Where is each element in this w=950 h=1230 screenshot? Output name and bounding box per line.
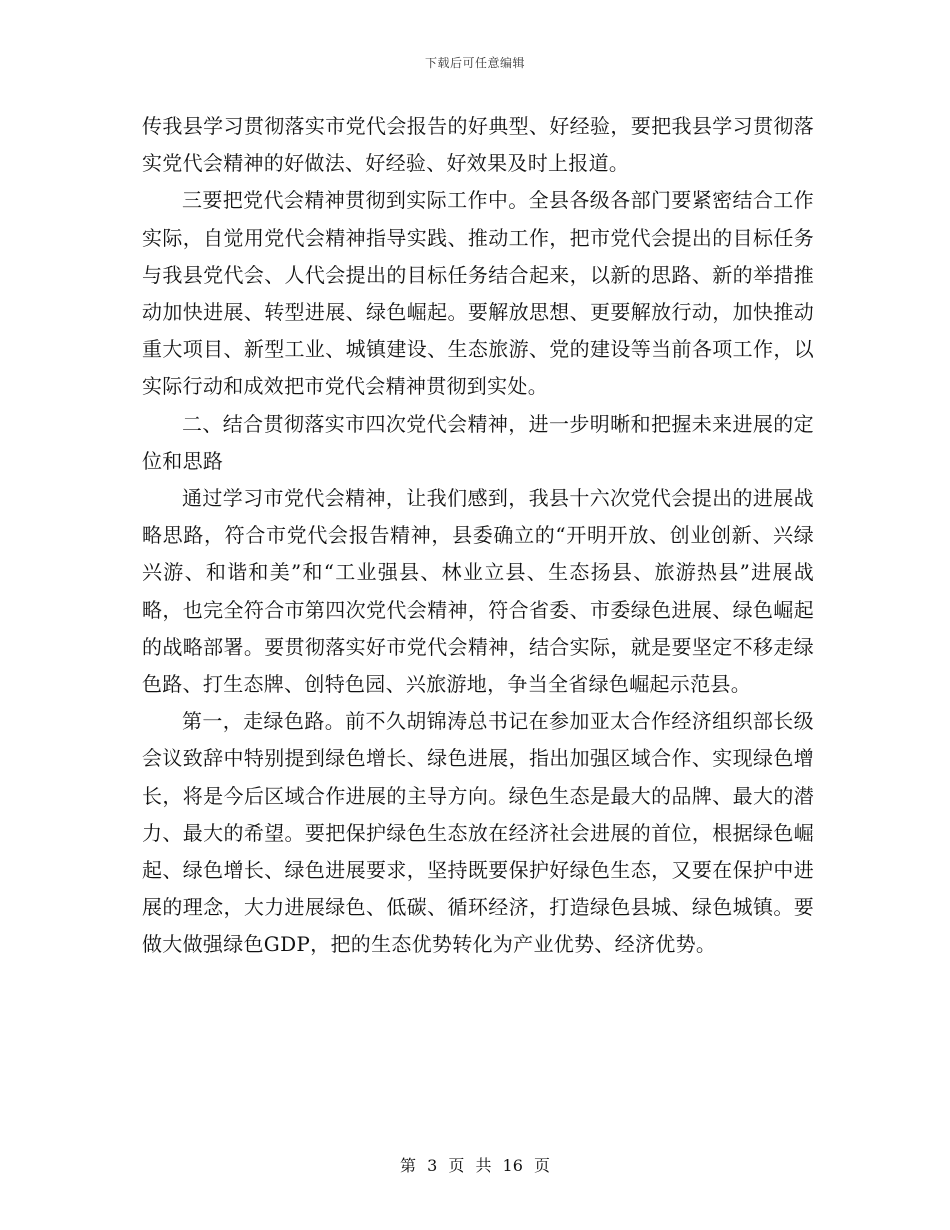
section-heading-2: 二、结合贯彻落实市四次党代会精神，进一步明晰和把握未来进展的定位和思路 xyxy=(142,411,814,473)
page-number-footer: 第 3 页 共 16 页 xyxy=(400,1156,550,1175)
document-body xyxy=(142,108,814,964)
paragraph-3: 通过学习市党代会精神，让我们感到，我县十六次党代会提出的进展战略思路，符合市党代会报告精神，县委确立的“开明开放、创业创新、兴绿兴游、和谐和美”和“工业强县、林业立县、生态扬县、旅游热县”进展战略，也完全符合市第四次党代会精神，符合省委、市委绿色进展、绿色崛起的战略部署。要贯彻落实好市党代会精神，结合实际，就是要坚定不移走绿色路、打生态牌、创特色园、兴旅游地，争当全省绿色崛起示范县。 xyxy=(142,486,814,697)
paragraph-2: 三要把党代会精神贯彻到实际工作中。全县各级各部门要紧密结合工作实际，自觉用党代会精神指导实践、推动工作，把市党代会提出的目标任务与我县党代会、人代会提出的目标任务结合起来，以新的思路、新的举措推动加快进展、转型进展、绿色崛起。要解放思想、更要解放行动，加快推动重大项目、新型工业、城镇建设、生态旅游、党的建设等当前各项工作，以实际行动和成效把市党代会精神贯彻到实处。 xyxy=(142,188,814,399)
paragraph-4: 第一，走绿色路。前不久胡锦涛总书记在参加亚太合作经济组织部长级会议致辞中特别提到绿色增长、绿色进展，指出加强区域合作、实现绿色增长，将是今后区域合作进展的主导方向。绿色生态是最大的品牌、最大的潜力、最大的希望。要把保护绿色生态放在经济社会进展的首位，根据绿色崛起、绿色增长、绿色进展要求，坚持既要保护好绿色生态，又要在保护中进展的理念，大力进展绿色、低碳、循环经济，打造绿色县城、绿色城镇。要做大做强绿色GDP，把的生态优势转化为产业优势、经济优势。 xyxy=(142,709,814,957)
page-header: 下载后可任意编辑 xyxy=(424,56,525,70)
paragraph-1: 传我县学习贯彻落实市党代会报告的好典型、好经验，要把我县学习贯彻落实党代会精神的好做法、好经验、好效果及时上报道。 xyxy=(142,114,814,176)
